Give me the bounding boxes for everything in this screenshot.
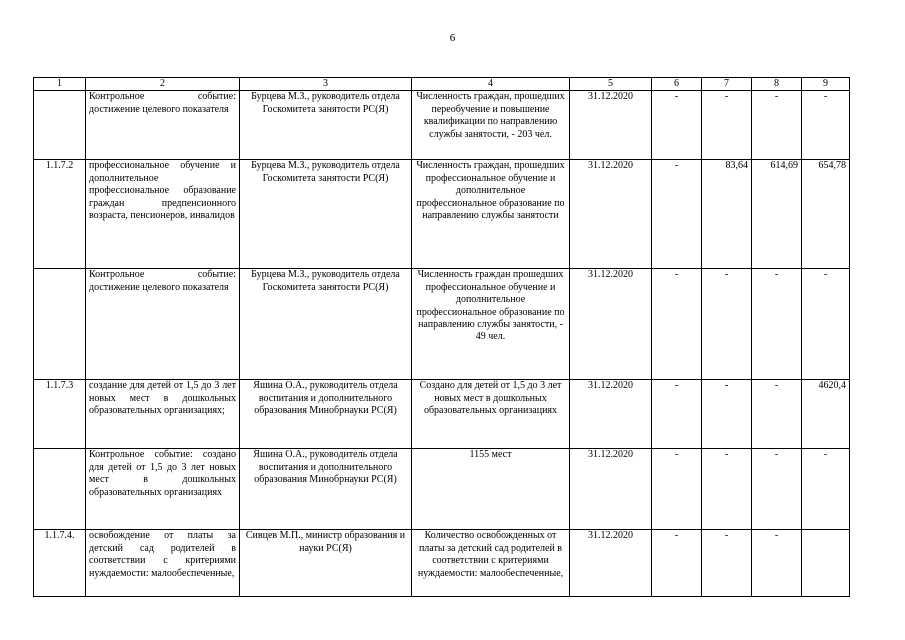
row-value-9: 4620,4 — [802, 380, 850, 449]
row-date: 31.12.2020 — [570, 160, 652, 269]
table-row — [34, 449, 850, 530]
table-row — [34, 91, 850, 160]
page-number: 6 — [449, 32, 456, 44]
column-header: 2 — [86, 78, 240, 91]
row-date: 31.12.2020 — [570, 91, 652, 160]
row-result: Количество освобожденных от платы за детский сад родителей в соответствии с критериями нуждаемости: малообеспеченные, — [412, 530, 570, 597]
row-result: Создано для детей от 1,5 до 3 лет новых мест в дошкольных образовательных организациях — [412, 380, 570, 449]
row-value-9: - — [802, 269, 850, 380]
column-header: 9 — [802, 78, 850, 91]
column-header: 6 — [652, 78, 702, 91]
row-value-8: - — [752, 449, 802, 530]
column-header: 8 — [752, 78, 802, 91]
column-header: 4 — [412, 78, 570, 91]
row-value-8: - — [752, 380, 802, 449]
row-value-9 — [802, 530, 850, 597]
row-result: Численность граждан прошедших профессиональное обучение и дополнительное профессиональное образование по направлению службы занятости, - 49 чел. — [412, 269, 570, 380]
table-row — [34, 160, 850, 269]
row-responsible: Бурцева М.З., руководитель отдела Госкомитета занятости РС(Я) — [240, 269, 412, 380]
row-event: профессиональное обучение и дополнительное профессиональное образование граждан предпенсионного возраста, пенсионеров, инвалидов — [86, 160, 240, 269]
row-event: Контрольное событие: достижение целевого показателя — [86, 269, 240, 380]
row-value-8: 614,69 — [752, 160, 802, 269]
row-value-8: - — [752, 530, 802, 597]
row-value-6: - — [652, 160, 702, 269]
row-responsible: Бурцева М.З., руководитель отдела Госкомитета занятости РС(Я) — [240, 91, 412, 160]
row-code — [34, 269, 86, 380]
row-value-7: - — [702, 530, 752, 597]
row-code — [34, 449, 86, 530]
column-header: 1 — [34, 78, 86, 91]
row-value-8: - — [752, 91, 802, 160]
row-date: 31.12.2020 — [570, 449, 652, 530]
row-event: Контрольное событие: достижение целевого показателя — [86, 91, 240, 160]
row-value-9: 654,78 — [802, 160, 850, 269]
table-header-row — [34, 78, 850, 91]
row-event: освобождение от платы за детский сад родителей в соответствии с критериями нуждаемости: малообеспеченные, — [86, 530, 240, 597]
plan-table — [33, 77, 850, 597]
row-value-7: 83,64 — [702, 160, 752, 269]
column-header: 5 — [570, 78, 652, 91]
row-value-7: - — [702, 91, 752, 160]
row-value-6: - — [652, 530, 702, 597]
row-code: 1.1.7.4. — [34, 530, 86, 597]
column-header: 3 — [240, 78, 412, 91]
row-result: Численность граждан, прошедших переобучение и повышение квалификации по направлению службы занятости, - 203 чел. — [412, 91, 570, 160]
row-result: 1155 мест — [412, 449, 570, 530]
row-responsible: Яшина О.А., руководитель отдела воспитания и дополнительного образования Минобрнауки РС(Я) — [240, 449, 412, 530]
row-responsible: Сивцев М.П., министр образования и науки РС(Я) — [240, 530, 412, 597]
row-value-7: - — [702, 449, 752, 530]
row-event: Контрольное событие: создано для детей от 1,5 до 3 лет новых мест в дошкольных образовательных организациях — [86, 449, 240, 530]
row-code — [34, 91, 86, 160]
row-code: 1.1.7.3 — [34, 380, 86, 449]
row-date: 31.12.2020 — [570, 269, 652, 380]
row-event: создание для детей от 1,5 до 3 лет новых мест в дошкольных образовательных организациях; — [86, 380, 240, 449]
row-code: 1.1.7.2 — [34, 160, 86, 269]
row-date: 31.12.2020 — [570, 530, 652, 597]
column-header: 7 — [702, 78, 752, 91]
row-responsible: Бурцева М.З., руководитель отдела Госкомитета занятости РС(Я) — [240, 160, 412, 269]
table-row — [34, 530, 850, 597]
row-value-6: - — [652, 91, 702, 160]
row-value-9: - — [802, 449, 850, 530]
row-value-6: - — [652, 380, 702, 449]
row-value-6: - — [652, 449, 702, 530]
row-value-8: - — [752, 269, 802, 380]
row-result: Численность граждан, прошедших профессиональное обучение и дополнительное профессиональное образование по направлению службы занятости — [412, 160, 570, 269]
table-row — [34, 269, 850, 380]
row-value-7: - — [702, 269, 752, 380]
table-row — [34, 380, 850, 449]
row-date: 31.12.2020 — [570, 380, 652, 449]
row-responsible: Яшина О.А., руководитель отдела воспитания и дополнительного образования Минобрнауки РС(Я) — [240, 380, 412, 449]
row-value-9: - — [802, 91, 850, 160]
row-value-6: - — [652, 269, 702, 380]
row-value-7: - — [702, 380, 752, 449]
